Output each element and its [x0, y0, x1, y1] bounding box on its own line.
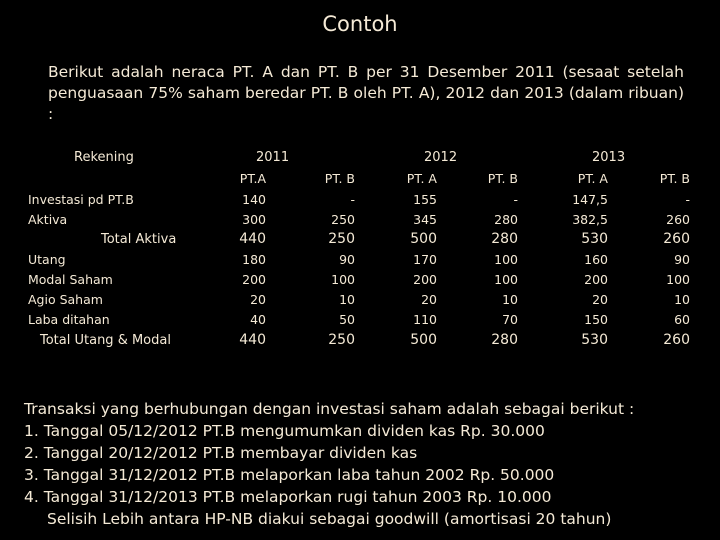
header-company: PT.A — [239, 171, 266, 186]
row-label: Modal Saham — [28, 272, 113, 287]
table-cell: 140 — [242, 192, 266, 207]
slide-title: Contoh — [322, 12, 398, 36]
table-cell: 160 — [584, 252, 608, 267]
table-cell: 200 — [413, 272, 437, 287]
intro-paragraph: Berikut adalah neraca PT. A dan PT. B per 31 Desember 2011 (sesaat setelah penguasaan 75% saham beredar PT. B oleh PT. A), 2012 dan 2013 (dalam ribuan) : — [48, 63, 684, 123]
table-cell: 100 — [666, 272, 690, 287]
row-label-total: Total Aktiva — [101, 232, 177, 247]
header-company: PT. B — [659, 171, 690, 186]
table-cell: - — [350, 192, 355, 207]
table-cell: 90 — [674, 252, 690, 267]
table-cell: 345 — [413, 212, 437, 227]
table-cell: - — [685, 192, 690, 207]
list-item: 3. Tanggal 31/12/2012 PT.B melaporkan laba tahun 2002 Rp. 50.000 — [24, 466, 555, 484]
table-cell: 10 — [502, 292, 518, 307]
table-cell: 20 — [421, 292, 437, 307]
list-item: 2. Tanggal 20/12/2012 PT.B membayar dividen kas — [24, 444, 418, 462]
table-cell: 260 — [666, 212, 690, 227]
table-cell-total: 250 — [328, 332, 355, 348]
table-cell: 170 — [413, 252, 437, 267]
table-cell-total: 440 — [239, 332, 266, 348]
table-cell: 60 — [674, 312, 690, 327]
header-company: PT. B — [324, 171, 355, 186]
table-cell: 250 — [331, 212, 355, 227]
transaction-notes — [24, 398, 714, 530]
table-cell: 20 — [592, 292, 608, 307]
row-label: Aktiva — [28, 212, 68, 227]
table-cell-total: 250 — [328, 231, 355, 247]
table-cell: 200 — [584, 272, 608, 287]
table-cell-total: 530 — [581, 231, 608, 247]
table-cell: 10 — [674, 292, 690, 307]
table-cell: 110 — [413, 312, 437, 327]
table-cell-total: 260 — [663, 231, 690, 247]
table-cell: 50 — [339, 312, 355, 327]
header-company: PT. A — [406, 171, 437, 186]
header-year-2012: 2012 — [424, 150, 458, 165]
header-company: PT. B — [487, 171, 518, 186]
list-item: 1. Tanggal 05/12/2012 PT.B mengumumkan dividen kas Rp. 30.000 — [24, 422, 545, 440]
notes-footer: Selisih Lebih antara HP-NB diakui sebagai goodwill (amortisasi 20 tahun) — [47, 510, 612, 528]
list-item: 4. Tanggal 31/12/2013 PT.B melaporkan rugi tahun 2003 Rp. 10.000 — [24, 488, 552, 506]
table-cell: 280 — [494, 212, 518, 227]
header-year-2011: 2011 — [256, 150, 290, 165]
table-cell-total: 260 — [663, 332, 690, 348]
table-cell: 150 — [584, 312, 608, 327]
row-label: Utang — [28, 252, 66, 267]
table-cell-total: 500 — [410, 231, 437, 247]
table-cell: 100 — [494, 252, 518, 267]
table-cell-total: 500 — [410, 332, 437, 348]
table-cell-total: 280 — [491, 231, 518, 247]
table-cell: 10 — [339, 292, 355, 307]
table-cell: 100 — [331, 272, 355, 287]
notes-intro: Transaksi yang berhubungan dengan investasi saham adalah sebagai berikut : — [24, 400, 635, 418]
row-label: Laba ditahan — [28, 312, 110, 327]
row-label-total: Total Utang & Modal — [40, 333, 171, 348]
table-cell: 300 — [242, 212, 266, 227]
table-cell: 40 — [250, 312, 266, 327]
table-cell-total: 530 — [581, 332, 608, 348]
header-company: PT. A — [577, 171, 608, 186]
table-cell-total: 280 — [491, 332, 518, 348]
table-cell: 180 — [242, 252, 266, 267]
table-cell: 90 — [339, 252, 355, 267]
header-rekening: Rekening — [74, 150, 134, 165]
table-cell: 155 — [413, 192, 437, 207]
row-label: Investasi pd PT.B — [28, 192, 134, 207]
table-cell: 147,5 — [572, 192, 608, 207]
table-cell: 20 — [250, 292, 266, 307]
row-label: Agio Saham — [28, 292, 103, 307]
header-year-2013: 2013 — [592, 150, 626, 165]
table-cell: 382,5 — [572, 212, 608, 227]
table-cell-total: 440 — [239, 231, 266, 247]
table-cell: - — [513, 192, 518, 207]
table-cell: 70 — [502, 312, 518, 327]
table-cell: 200 — [242, 272, 266, 287]
table-cell: 100 — [494, 272, 518, 287]
